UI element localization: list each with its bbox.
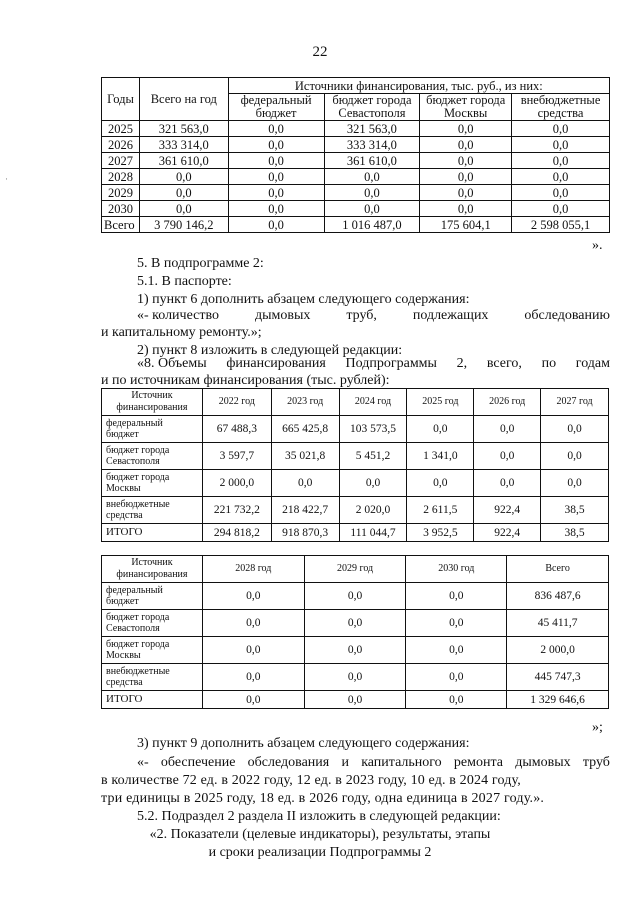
value-cell: 0,0 [202,583,304,610]
value-cell: 0,0 [541,416,609,443]
table-row [102,137,610,153]
value-cell: 0,0 [541,470,609,497]
header-source-label: Источник финансирования [102,556,203,583]
subheader-source-3: внебюджетные средства [512,94,610,121]
value-cell: 361 610,0 [324,153,420,169]
paragraph-chimney-count: «- количество дымовых труб, подлежащих обследованию [137,308,610,323]
header-year: 2028 год [202,556,304,583]
header-year: 2029 год [304,556,406,583]
subheader-source-0: федеральный бюджет [228,94,324,121]
value-cell: 221 732,2 [202,497,271,524]
header-year: 2022 год [202,389,271,416]
value-cell: 1 341,0 [407,443,474,470]
table-row [102,169,610,185]
value-cell: 0,0 [512,137,610,153]
value-cell: 38,5 [541,497,609,524]
value-cell: 0,0 [474,470,541,497]
value-cell: 0,0 [420,153,512,169]
header-row [102,389,609,416]
value-cell: 918 870,3 [271,524,339,542]
value-cell: 0,0 [420,137,512,153]
paragraph-funding-volumes: «8. Объемы финансирования Подпрограммы 2, всего, по годам [137,356,610,371]
value-cell: 111 044,7 [339,524,407,542]
value-cell: 0,0 [139,201,228,217]
value-cell: 0,0 [512,121,610,137]
value-cell: 445 747,3 [507,664,609,691]
heading-indicators: «2. Показатели (целевые индикаторы), результаты, этапы [149,827,491,842]
header-total-per-year: Всего на год [139,78,228,121]
table-row [102,121,610,137]
row-label: бюджет города Москвы [102,637,203,664]
year-cell: 2027 [102,153,140,169]
header-row [102,556,609,583]
value-cell: 0,0 [420,201,512,217]
value-cell: 0,0 [228,169,324,185]
value-cell: 38,5 [541,524,609,542]
header-year: 2030 год [406,556,507,583]
value-cell: 0,0 [202,664,304,691]
row-label: бюджет города Москвы [102,470,203,497]
value-cell: 0,0 [512,169,610,185]
value-cell: 361 610,0 [139,153,228,169]
value-cell: 0,0 [324,201,420,217]
row-label: внебюджетные средства [102,664,203,691]
year-cell: 2030 [102,201,140,217]
header-years: Годы [102,78,140,121]
value-cell: 1 016 487,0 [324,217,420,233]
table-row [102,416,609,443]
value-cell: 0,0 [202,691,304,709]
year-cell: 2025 [102,121,140,137]
header-year: 2027 год [541,389,609,416]
table-row [102,153,610,169]
value-cell: 294 818,2 [202,524,271,542]
value-cell: 0,0 [228,137,324,153]
value-cell: 218 422,7 [271,497,339,524]
value-cell: 0,0 [304,691,406,709]
value-cell: 2 598 055,1 [512,217,610,233]
table-row [102,610,609,637]
table-row [102,470,609,497]
heading-timeline: и сроки реализации Подпрограммы 2 [208,845,432,860]
table-row [102,691,609,709]
value-cell: 0,0 [139,169,228,185]
value-cell: 0,0 [512,201,610,217]
value-cell: 3 597,7 [202,443,271,470]
row-label: бюджет города Севастополя [102,443,203,470]
value-cell: 665 425,8 [271,416,339,443]
page-number: 22 [312,44,328,60]
value-cell: 0,0 [228,121,324,137]
header-year: 2026 год [474,389,541,416]
value-cell: 0,0 [304,637,406,664]
value-cell: 2 000,0 [202,470,271,497]
table-row [102,217,610,233]
value-cell: 0,0 [420,185,512,201]
table-row [102,185,610,201]
header-year: Всего [507,556,609,583]
value-cell: 175 604,1 [420,217,512,233]
value-cell: 0,0 [324,185,420,201]
value-cell: 0,0 [420,169,512,185]
paragraph-quantity-2025-2027: три единицы в 2025 году, 18 ед. в 2026 году, одна единица в 2027 году.». [101,791,545,806]
paragraph-passport: 5.1. В паспорте: [137,274,232,289]
paragraph-inspection: «- обеспечение обследования и капитального ремонта дымовых труб [137,755,610,770]
value-cell: 0,0 [406,664,507,691]
value-cell: 67 488,3 [202,416,271,443]
value-cell: 321 563,0 [324,121,420,137]
table3-closing-quote: »; [592,720,603,735]
value-cell: 0,0 [512,185,610,201]
paragraph-item-6: 1) пункт 6 дополнить абзацем следующего содержания: [137,292,470,307]
header-year: 2024 год [339,389,407,416]
value-cell: 0,0 [228,153,324,169]
paragraph-item-8: 2) пункт 8 изложить в следующей редакции: [137,343,403,358]
value-cell: 0,0 [420,121,512,137]
row-label: бюджет города Севастополя [102,610,203,637]
value-cell: 0,0 [228,201,324,217]
subheader-source-2: бюджет города Москвы [420,94,512,121]
row-label: внебюджетные средства [102,497,203,524]
funding-table-2028-2030 [101,555,609,709]
header-year: 2023 год [271,389,339,416]
value-cell: 0,0 [512,153,610,169]
paragraph-item-9: 3) пункт 9 дополнить абзацем следующего содержания: [137,736,470,751]
header-funding-sources: Источники финансирования, тыс. руб., из них: [228,78,609,94]
value-cell: 0,0 [324,169,420,185]
year-cell: 2029 [102,185,140,201]
value-cell: 35 021,8 [271,443,339,470]
paragraph-by-sources: и по источникам финансирования (тыс. рублей): [101,373,390,388]
value-cell: 333 314,0 [324,137,420,153]
table-row [102,497,609,524]
subheader-source-1: бюджет города Севастополя [324,94,420,121]
paragraph-subprogram-2: 5. В подпрограмме 2: [137,256,264,271]
value-cell: 0,0 [406,691,507,709]
value-cell: 0,0 [406,610,507,637]
year-cell: 2028 [102,169,140,185]
value-cell: 5 451,2 [339,443,407,470]
paragraph-capital-repair: и капитальному ремонту.»; [101,325,262,340]
value-cell: 0,0 [228,185,324,201]
funding-table-by-year [101,77,610,233]
value-cell: 333 314,0 [139,137,228,153]
value-cell: 922,4 [474,497,541,524]
value-cell: 0,0 [139,185,228,201]
paragraph-quantity-2022-2024: в количестве 72 ед. в 2022 году, 12 ед. в 2023 году, 10 ед. в 2024 году, [101,773,521,788]
value-cell: 0,0 [304,664,406,691]
value-cell: 3 952,5 [407,524,474,542]
row-label: ИТОГО [102,691,203,709]
table-row [102,524,609,542]
value-cell: 45 411,7 [507,610,609,637]
value-cell: 3 790 146,2 [139,217,228,233]
table-row [102,443,609,470]
year-cell: 2026 [102,137,140,153]
margin-mark: · [5,174,8,184]
value-cell: 0,0 [271,470,339,497]
table-row [102,583,609,610]
header-year: 2025 год [407,389,474,416]
header-source-label: Источник финансирования [102,389,203,416]
table1-closing-quote: ». [592,238,603,253]
value-cell: 0,0 [202,610,304,637]
table-row [102,637,609,664]
value-cell: 2 020,0 [339,497,407,524]
table-row [102,664,609,691]
value-cell: 2 611,5 [407,497,474,524]
value-cell: 0,0 [202,637,304,664]
value-cell: 0,0 [339,470,407,497]
value-cell: 922,4 [474,524,541,542]
value-cell: 0,0 [541,443,609,470]
value-cell: 321 563,0 [139,121,228,137]
value-cell: 103 573,5 [339,416,407,443]
value-cell: 0,0 [406,583,507,610]
row-label: ИТОГО [102,524,203,542]
value-cell: 0,0 [304,583,406,610]
value-cell: 0,0 [474,443,541,470]
value-cell: 0,0 [407,470,474,497]
row-label: федеральный бюджет [102,416,203,443]
value-cell: 0,0 [407,416,474,443]
value-cell: 0,0 [228,217,324,233]
value-cell: 836 487,6 [507,583,609,610]
value-cell: 2 000,0 [507,637,609,664]
paragraph-subsection-2: 5.2. Подраздел 2 раздела II изложить в следующей редакции: [137,809,501,824]
table-row [102,201,610,217]
funding-table-2022-2027 [101,388,609,542]
year-cell: Всего [102,217,140,233]
value-cell: 0,0 [304,610,406,637]
row-label: федеральный бюджет [102,583,203,610]
value-cell: 1 329 646,6 [507,691,609,709]
value-cell: 0,0 [406,637,507,664]
value-cell: 0,0 [474,416,541,443]
